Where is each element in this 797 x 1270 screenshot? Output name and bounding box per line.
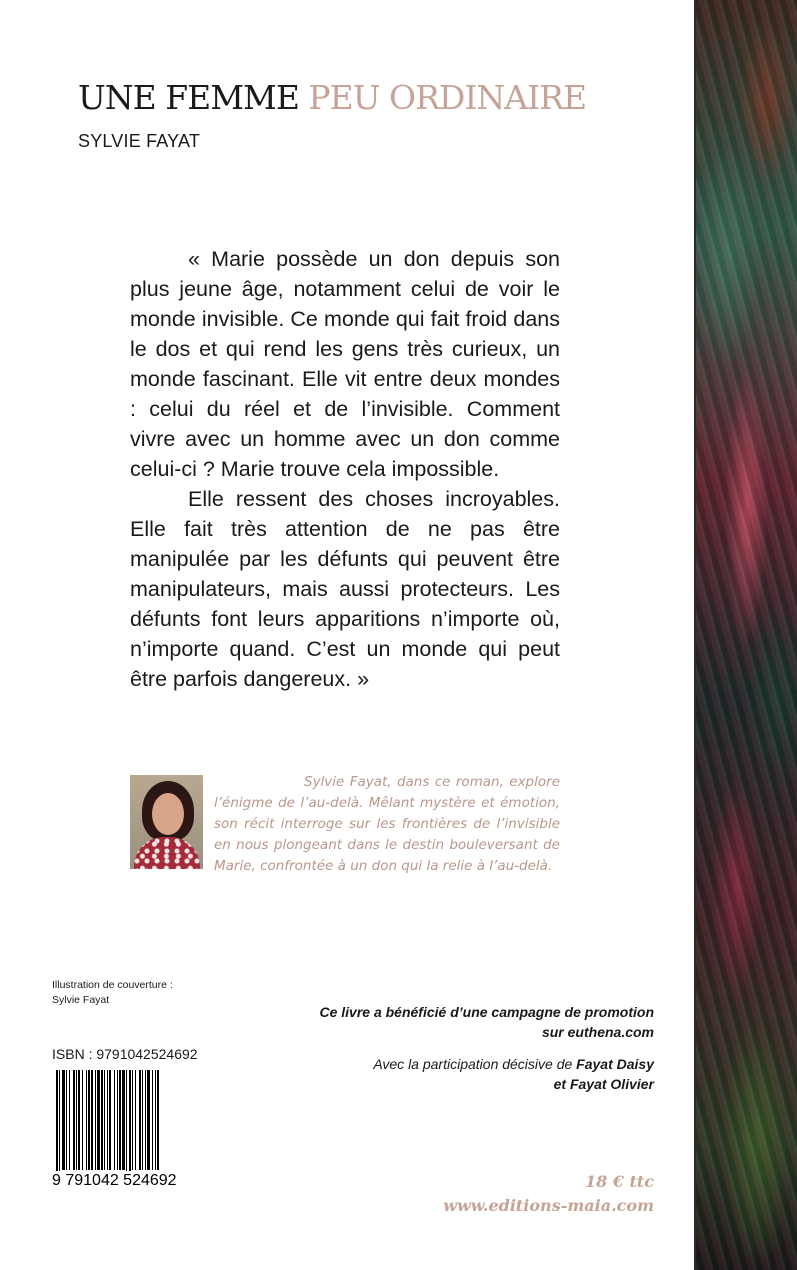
participation-note bbox=[274, 1054, 654, 1094]
partners-line-2 bbox=[274, 1074, 654, 1094]
author-photo-body bbox=[134, 837, 200, 869]
author-photo-face bbox=[152, 793, 184, 835]
partners-prefix: Avec la participation décisive de bbox=[373, 1056, 577, 1072]
partners-line-1 bbox=[274, 1054, 654, 1074]
credit-line-1: Illustration de couverture : bbox=[52, 979, 173, 991]
author-photo bbox=[130, 775, 203, 869]
title-dark-part: UNE FEMME bbox=[78, 78, 299, 117]
book-title bbox=[78, 78, 586, 118]
barcode-graphic bbox=[52, 1070, 204, 1188]
partner-name-2: Fayat Olivier bbox=[569, 1076, 654, 1092]
blurb-paragraph-1: « Marie possède un don depuis son plus jeune âge, notamment celui de voir le monde invisible. Ce monde qui fait froid dans le dos et qui rend les gens très curieux, un monde fascinant. Elle vit entre deux mondes : celui du réel et de l’invisible. Comment vivre avec un homme avec un don comme celui-ci ? Marie trouve cela impossible. bbox=[130, 247, 560, 481]
partners-connector: et bbox=[553, 1076, 570, 1092]
cover-painting-strip bbox=[696, 0, 797, 1270]
price: 18 € ttc bbox=[584, 1172, 654, 1191]
author-name: SYLVIE FAYAT bbox=[78, 131, 201, 151]
illustration-credit bbox=[52, 978, 173, 1008]
promo-line-1: Ce livre a bénéficié d’une campagne de promotion bbox=[319, 1004, 654, 1020]
partner-name-1: Fayat Daisy bbox=[576, 1056, 654, 1072]
credit-line-2: Sylvie Fayat bbox=[52, 994, 110, 1006]
barcode bbox=[52, 1070, 204, 1188]
promo-line-2: sur euthena.com bbox=[541, 1024, 654, 1040]
blurb-paragraph-2: Elle ressent des choses incroyables. Elle fait très attention de ne pas être manipulée par les défunts qui peuvent être manipulateurs, mais aussi protecteurs. Les défunts font leurs apparitions n’importe où, n’importe quand. C’est un monde qui peut être parfois dangereux. » bbox=[130, 487, 560, 691]
blurb bbox=[130, 244, 560, 694]
isbn-label: ISBN : 9791042524692 bbox=[52, 1046, 198, 1062]
title-accent-part: PEU ORDINAIRE bbox=[308, 78, 587, 117]
author-bio: Sylvie Fayat, dans ce roman, explore l’énigme de l’au-delà. Mêlant mystère et émotion, son récit interroge sur les frontières de l’invisible en nous plongeant dans le destin bouleversant de Marie, confrontée à un don qui la relie à l’au-delà. bbox=[214, 774, 560, 874]
barcode-digits: 9 791042 524692 bbox=[52, 1172, 177, 1188]
promotion-note bbox=[274, 1002, 654, 1042]
publisher-website: www.editions-maia.com bbox=[443, 1196, 654, 1215]
